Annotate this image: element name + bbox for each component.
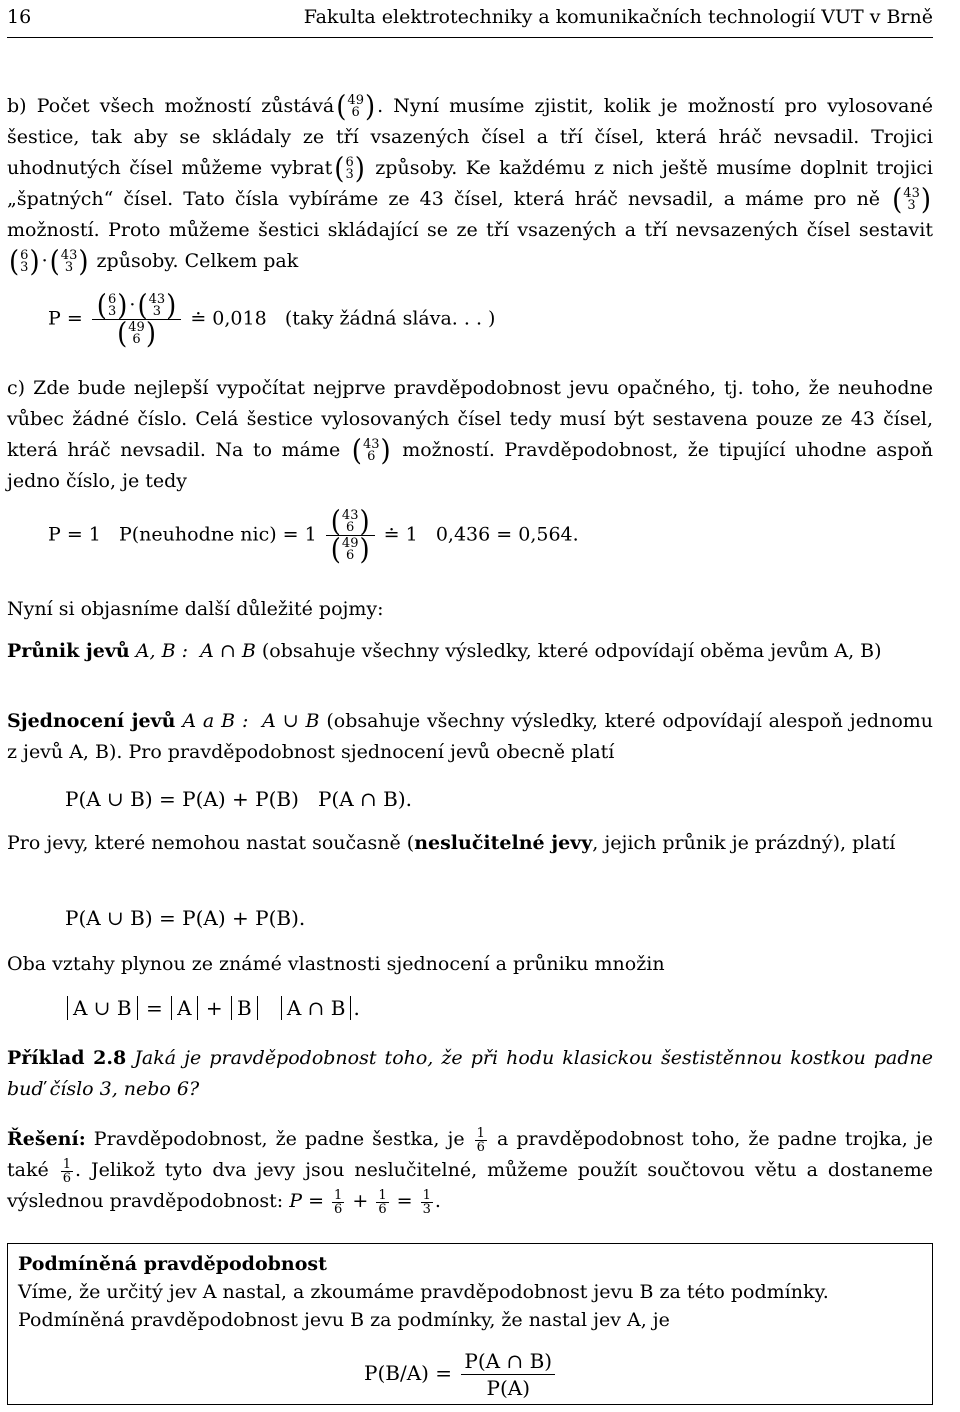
formula-incompatible: P(A ∪ B) = P(A) + P(B). (65, 906, 306, 930)
binom-49-6: ( 49 6 ) (336, 90, 376, 124)
header-rule (7, 37, 933, 38)
sets-intro: Oba vztahy plynou ze známé vlastnosti sjednocení a průniku množin (7, 953, 665, 975)
binom-6-3-b: ( 6 3 ) (9, 245, 40, 279)
binom-43-3-b: ( 43 3 ) (49, 245, 89, 279)
box-line-1: Víme, že určitý jev A nastal, a zkoumáme pravděpodobnost jevu B za této podmínky. (18, 1281, 829, 1303)
definition-box (7, 1243, 933, 1405)
intro-text: Nyní si objasníme další důležité pojmy: (7, 598, 384, 620)
page-number: 16 (7, 6, 32, 28)
formula-sets: A ∪ B = A + B A ∩ B . (65, 993, 360, 1024)
formula-p-c: P = 1 P(neuhodne nic) = 1 ( 43 6 ) ( 49 6 ) ≐ 1 0,436 = 0,564. (48, 505, 579, 567)
example: Příklad 2.8 Jaká je pravděpodobnost toho, že při hodu klasickou šestistěnnou kostkou padne buď číslo 3, nebo 6? (7, 1047, 933, 1100)
box-title: Podmíněná pravděpodobnost (18, 1253, 327, 1275)
conditional-formula: P(B/A) = $\frac{P(A \cap B)}{P(A)}$ (364, 1348, 558, 1401)
binom-43-3: ( 43 3 ) (892, 183, 931, 217)
formula-p-b: P = ( 6 3 ) · ( 43 3 ) ( 49 6 ) ≐ 0,018 (taky žádná sláva. . . ) (48, 289, 496, 351)
paragraph-b: b) Počet všech možností zůstává ( 49 6 ) . Nyní musíme zjistit, kolik je možností pro vylosované šestice, tak aby se skládaly ze tří vsazených čísel a tří čísel, která hráč nevsadil. Trojici uhodnutých čísel můžeme vybrat ( 6 3 ) způsoby. Ke každému z nich ještě musíme doplnit trojici „špatných“ čísel. Tato čísla vybíráme ze 43 čísel, která hráč nevsadil, a máme pro ně ( 43 3 ) možností. Proto můžeme šestici skládající se ze tří vsazených a tří nevsazených čísel sestavit ( 6 3 ) · ( 43 3 ) způsoby. Celkem pak (7, 90, 933, 279)
paragraph-c: c) Zde bude nejlepší vypočítat nejprve pravděpodobnost jevu opačného, tj. toho, že neuhodne vůbec žádné číslo. Celá šestice vylosovaných čísel tedy musí být sestavena pouze ze 43 čísel, která hráč nevsadil. Na to máme ( 43 6 ) možností. Pravděpodobnost, že tipující uhodne aspoň jedno číslo, je tedy (7, 377, 934, 492)
binom-6-3: ( 6 3 ) (334, 152, 365, 186)
union-definition: Sjednocení jevů A a B : A ∪ B (obsahuje všechny výsledky, které odpovídají alespoň jednomu z jevů A, B). Pro pravděpodobnost sjednocení jevů obecně platí (7, 710, 934, 763)
formula-union: P(A ∪ B) = P(A) + P(B) P(A ∩ B). (65, 787, 412, 811)
solution: Řešení: Pravděpodobnost, že padne šestka, je $\frac{1}{6}$ a pravděpodobnost toho, že padne trojka, je také $\frac{1}{6}$ . Jelikož tyto dva jevy jsou neslučitelné, můžeme použít součtovou větu a dostaneme výslednou pravděpodobnost: P = $\frac{1}{6}$ + $\frac{1}{6}$ = $\frac{1}{3}$ . (7, 1125, 934, 1217)
intersection-definition: Průnik jevů A, B : A ∩ B (obsahuje všechny výsledky, které odpovídají oběma jevům A, B) (7, 640, 882, 662)
page-header (7, 2, 933, 32)
binom-43-6: ( 43 6 ) (351, 434, 391, 468)
incompatible-text: Pro jevy, které nemohou nastat současně (neslučitelné jevy, jejich průnik je prázdný), platí (7, 832, 896, 854)
header-title: Fakulta elektrotechniky a komunikačních technologií VUT v Brně (303, 6, 933, 28)
box-line-2: Podmíněná pravděpodobnost jevu B za podmínky, že nastal jev A, je (18, 1309, 670, 1331)
